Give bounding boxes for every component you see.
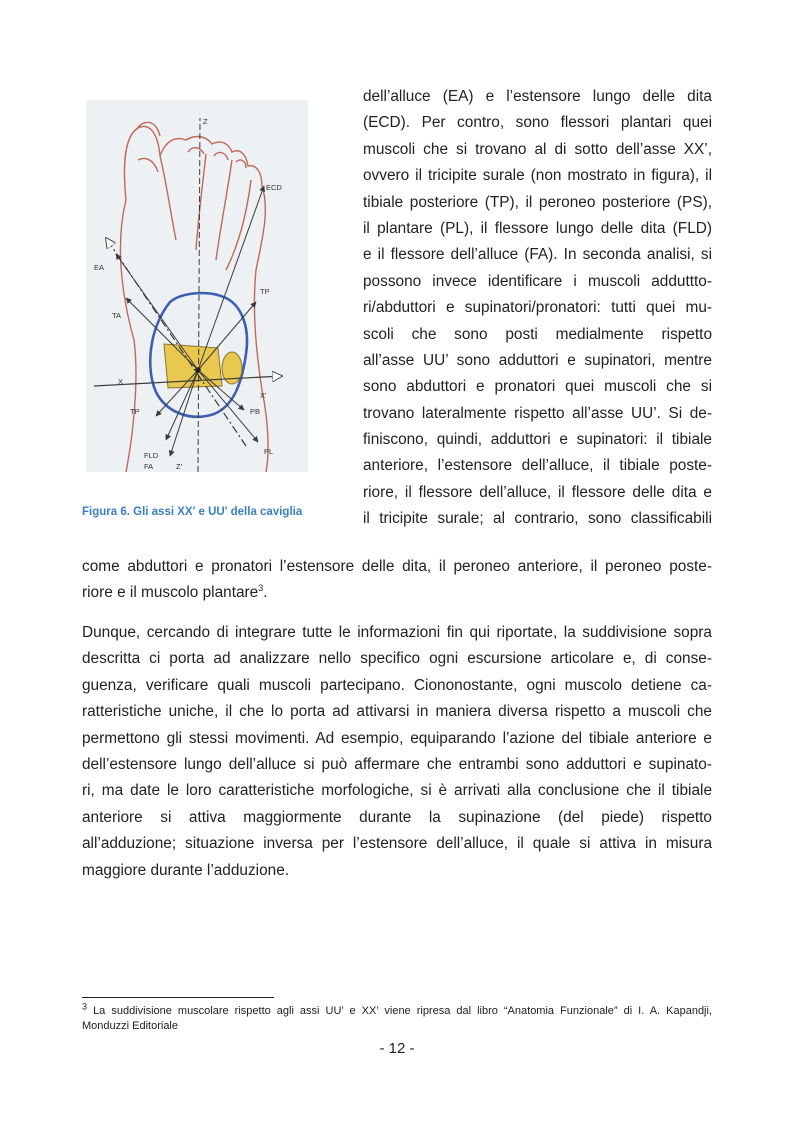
label-z-prime: Z' <box>176 462 183 471</box>
footnote-text: La suddivisione muscolare rispetto agli assi UU’ e XX’ viene ripresa dal libro “Anatomia Funzionale” di I. A. Kapandji, <box>93 1005 713 1017</box>
label-z: Z <box>203 117 208 126</box>
text-line: sono abduttori e pronatori quei muscoli che si <box>363 378 712 396</box>
label-ea: EA <box>94 263 105 272</box>
foot-diagram <box>86 100 308 472</box>
text-line: dell’alluce (EA) e l’estensore lungo delle dita <box>363 88 712 105</box>
text-line: il tricipite surale; al contrario, sono classificabili <box>363 510 712 528</box>
footnote <box>82 1001 713 1034</box>
text-line: il plantare (PL), il flessore lungo delle dita (FLD) <box>363 219 712 237</box>
label-tp-top: TP <box>260 287 270 296</box>
label-pl: PL <box>264 447 274 456</box>
text-line: guenza, verificare quali muscoli partecipano. Ciononostante, ogni muscolo detiene ca- <box>82 676 712 694</box>
axes-intersection <box>195 367 201 373</box>
text-line: permettono gli stessi movimenti. Ad esempio, equiparando l’azione del tibiale anteriore e <box>82 729 712 747</box>
figure-caption: Figura 6. Gli assi XX' e UU' della caviglia <box>82 506 303 518</box>
footnote-number: 3 <box>82 1001 88 1012</box>
text-line: ratteristiche uniche, il che lo porta ad attivarsi in maniera diversa rispetto a muscoli che <box>82 703 712 721</box>
text-line: tibiale posteriore (TP), il peroneo posteriore (PS), <box>363 193 712 211</box>
text-line: trovano lateralmente rispetto all’asse UU’. Si de- <box>363 404 712 422</box>
footnote-line <box>82 1001 713 1019</box>
label-fa: FA <box>144 462 154 471</box>
label-pb: PB <box>250 407 261 416</box>
text-line: riore, il flessore dell’alluce, il flessore delle dita e <box>363 483 712 501</box>
text-line: ri, ma date le loro caratteristiche morfologiche, si è arrivati alla conclusione che il tibiale <box>82 782 712 800</box>
text-line: ri/abduttori e supinatori/pronatori: tutti quei mu- <box>363 299 712 317</box>
text-line: possono invece identificare i muscoli adduttto- <box>363 272 712 290</box>
text-fragment: riore e il muscolo plantare <box>82 584 259 602</box>
paragraph-1-side-column <box>363 84 712 533</box>
label-fld: FLD <box>144 451 159 460</box>
text-line: Dunque, cercando di integrare tutte le informazioni fin qui riportate, la suddivisione sopra <box>82 624 712 641</box>
text-line: all’asse UU’ sono adduttori e supinatori, mentre <box>363 351 712 369</box>
text-line: descritta ci porta ad analizzare nello specifico ogni escursione articolare e, di conse- <box>82 650 712 668</box>
text-line: dell’estensore lungo dell’alluce si può affermare che entrambi sono adduttori e supinato- <box>82 755 712 773</box>
text-line: finiscono, quindi, adduttori e supinatori: il tibiale <box>363 431 712 449</box>
page-number: - 12 - <box>379 1040 415 1057</box>
text-line: (ECD). Per contro, sono flessori plantari quei <box>363 114 712 132</box>
footnote-line: Monduzzi Editoriale <box>82 1020 178 1032</box>
sentence-period: . <box>263 584 268 602</box>
text-line: ovvero il tricipite surale (non mostrato in figura), il <box>363 167 712 185</box>
text-line: muscoli che si trovano al di sotto dell’asse XX’, <box>363 140 712 158</box>
label-ta: TA <box>112 311 122 320</box>
paragraph-2 <box>82 620 712 884</box>
ankle-axes-figure <box>86 100 308 472</box>
text-line: scoli che sono posti medialmente rispetto <box>363 325 712 343</box>
label-tp-bottom: TP <box>130 407 140 416</box>
label-ecd: ECD <box>266 183 282 192</box>
text-line: anteriore, l’estensore dell’alluce, il tibiale poste- <box>363 457 712 475</box>
paragraph-1-continuation <box>82 554 712 607</box>
text-line: anteriore si attiva maggiormente durante la supinazione (del piede) rispetto <box>82 808 712 826</box>
label-x: X <box>118 377 124 386</box>
text-line <box>82 580 712 606</box>
footnote-divider <box>82 997 274 998</box>
text-line: e il flessore dell’alluce (FA). In seconda analisi, si <box>363 246 712 264</box>
footnote-reference: 3 <box>258 583 264 594</box>
text-line: all’adduzione; situazione inversa per l’estensore dell’alluce, il quale si attiva in misura <box>82 835 712 853</box>
text-line: come abduttori e pronatori l’estensore delle dita, il peroneo anteriore, il peroneo poste- <box>82 558 712 575</box>
text-line: maggiore durante l’adduzione. <box>82 861 290 879</box>
label-x-prime: X' <box>260 391 267 400</box>
